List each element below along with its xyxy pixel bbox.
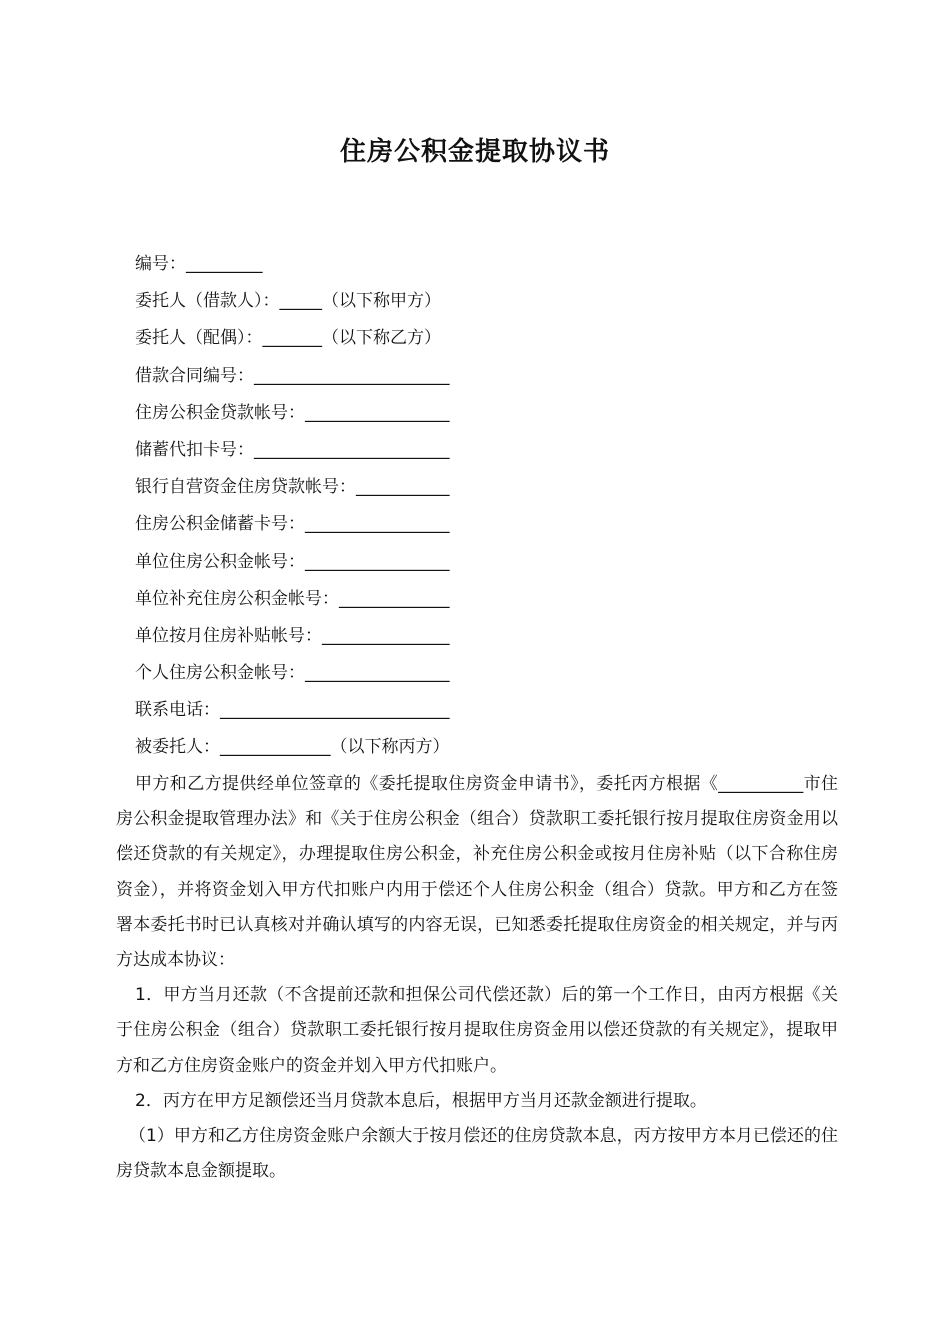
field-monthly-subsidy-account: 单位按月住房补贴帐号：_______________ [135,625,450,646]
field-savings-debit-card: 储蓄代扣卡号：_______________________ [135,439,450,460]
paragraph-intro: 甲方和乙方提供经单位签章的《委托提取住房资金申请书》，委托丙方根据《__________市住房公积金提取管理办法》和《关于住房公积金（组合）贷款职工委托银行按月提取住房资金用以偿还贷款的有关规定》，办理提取住房公积金，补充住房公积金或按月住房补贴（以下合称住房资金），并将资金划入甲方代扣账户内用于偿还个人住房公积金（组合）贷款。甲方和乙方在签署本委托书时已认真核对并确认填写的内容无误，已知悉委托提取住房资金的相关规定，并与丙方达成本协议： [116,774,838,971]
field-list [135,246,450,767]
field-employer-supplementary-account: 单位补充住房公积金帐号：_____________ [135,588,450,609]
field-bank-loan-account: 银行自营资金住房贷款帐号：___________ [135,477,450,498]
field-fund-loan-account: 住房公积金贷款帐号：_________________ [135,402,450,423]
field-trustee: 被委托人：_____________（以下称丙方） [135,737,450,758]
field-serial-number: 编号：_________ [135,254,263,274]
field-phone: 联系电话：___________________________ [135,700,450,721]
field-borrower: 委托人（借款人）：_____（以下称甲方） [135,291,441,312]
field-personal-fund-account: 个人住房公积金帐号：_________________ [135,663,450,684]
paragraph-item-2-1: （1）甲方和乙方住房资金账户余额大于按月偿还的住房贷款本息，丙方按甲方本月已偿还的住房贷款本息金额提取。 [116,1126,838,1182]
field-employer-fund-account: 单位住房公积金帐号：_________________ [135,551,450,572]
paragraph-item-2: 2．丙方在甲方足额偿还当月贷款本息后，根据甲方当月还款金额进行提取。 [135,1090,707,1111]
document-title: 住房公积金提取协议书 [339,137,610,167]
field-loan-contract-number: 借款合同编号：_______________________ [135,365,450,386]
paragraph-item-1: 1．甲方当月还款（不含提前还款和担保公司代偿还款）后的第一个工作日，由丙方根据《关于住房公积金（组合）贷款职工委托银行按月提取住房资金用以偿还贷款的有关规定》，提取甲方和乙方住房资金账户的资金并划入甲方代扣账户。 [116,985,838,1076]
field-fund-savings-card: 住房公积金储蓄卡号：_________________ [135,514,450,535]
agreement-body [116,767,838,1189]
field-spouse: 委托人（配偶）：_______（以下称乙方） [135,328,441,349]
